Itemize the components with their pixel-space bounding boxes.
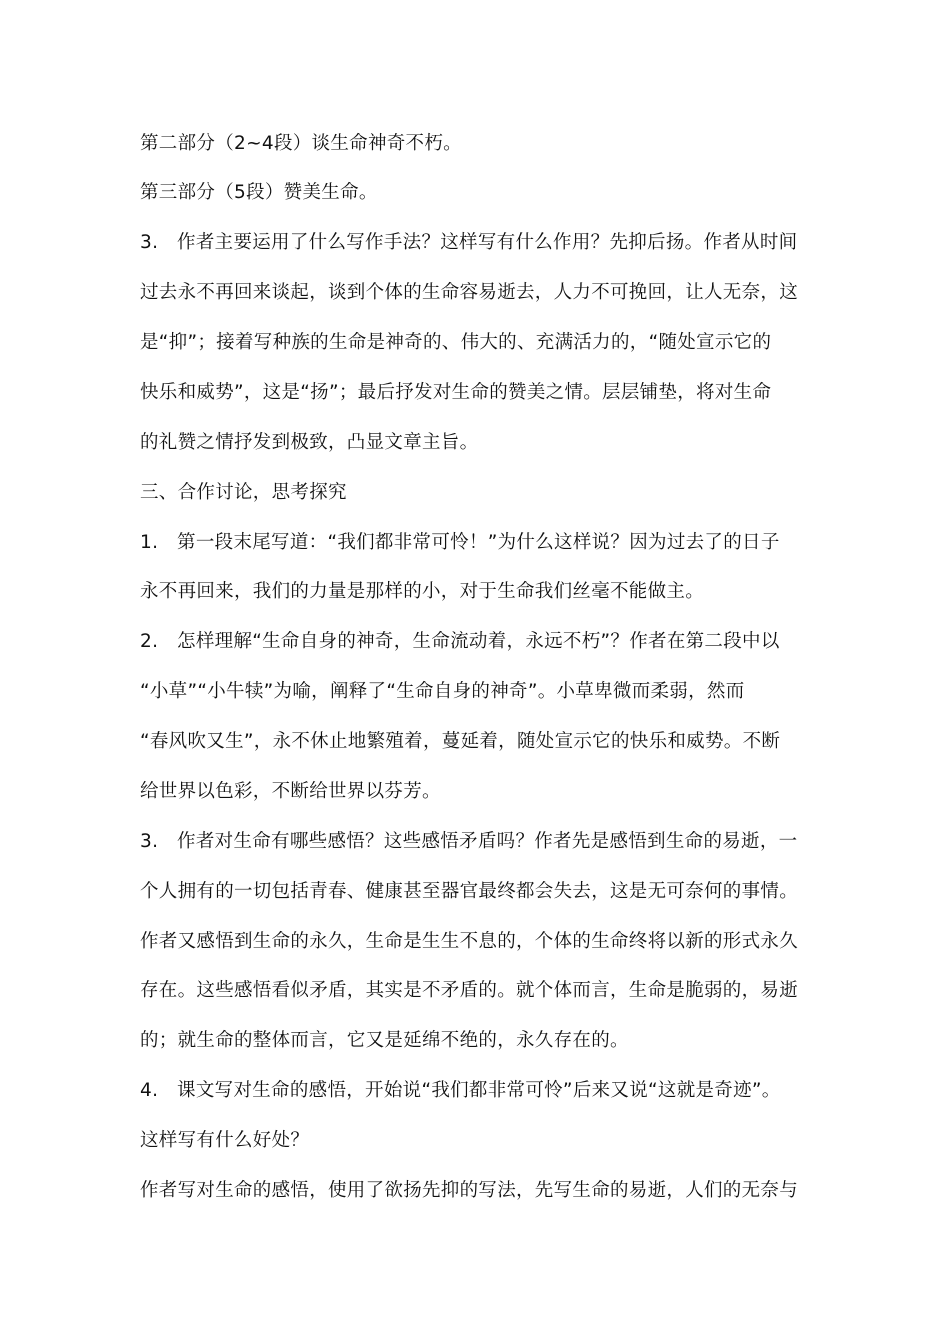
paragraph-line: “小草”“小牛犊”为喻，阐释了“生命自身的神奇”。小草卑微而柔弱，然而 [140, 681, 745, 702]
paragraph-line: 永不再回来，我们的力量是那样的小，对于生命我们丝毫不能做主。 [140, 581, 705, 602]
paragraph-line: 过去永不再回来谈起，谈到个体的生命容易逝去，人力不可挽回，让人无奈，这 [140, 282, 799, 303]
paragraph-line: 第三部分（5段）赞美生命。 [140, 182, 378, 203]
paragraph-line: 第二部分（2~4段）谈生命神奇不朽。 [140, 133, 462, 154]
paragraph-line: 3. 作者主要运用了什么写作手法？这样写有什么作用？先抑后扬。作者从时间 [140, 232, 798, 253]
paragraph-line: 的礼赞之情抒发到极致，凸显文章主旨。 [140, 432, 479, 453]
paragraph-line: 个人拥有的一切包括青春、健康甚至器官最终都会失去，这是无可奈何的事情。 [140, 881, 799, 902]
paragraph-line: “春风吹又生”，永不休止地繁殖着，蔓延着，随处宣示它的快乐和威势。不断 [140, 731, 781, 752]
paragraph-line: 的；就生命的整体而言，它又是延绵不绝的，永久存在的。 [140, 1030, 629, 1051]
paragraph-line: 这样写有什么好处？ [140, 1130, 310, 1151]
paragraph-line: 4. 课文写对生命的感悟，开始说“我们都非常可怜”后来又说“这就是奇迹”。 [140, 1080, 781, 1101]
paragraph-line: 快乐和威势”，这是“扬”；最后抒发对生命的赞美之情。层层铺垫，将对生命 [140, 382, 772, 403]
paragraph-line: 3. 作者对生命有哪些感悟？这些感悟矛盾吗？作者先是感悟到生命的易逝，一 [140, 831, 798, 852]
paragraph-line: 1. 第一段末尾写道：“我们都非常可怜！”为什么这样说？因为过去了的日子 [140, 532, 780, 553]
section-heading: 三、合作讨论，思考探究 [140, 482, 347, 503]
paragraph-line: 存在。这些感悟看似矛盾，其实是不矛盾的。就个体而言，生命是脆弱的，易逝 [140, 980, 799, 1001]
paragraph-line: 给世界以色彩，不断给世界以芬芳。 [140, 781, 441, 802]
paragraph-line: 2. 怎样理解“生命自身的神奇，生命流动着，永远不朽”？作者在第二段中以 [140, 631, 780, 652]
paragraph-line: 是“抑”；接着写种族的生命是神奇的、伟大的、充满活力的，“随处宣示它的 [140, 332, 772, 353]
paragraph-line: 作者又感悟到生命的永久，生命是生生不息的，个体的生命终将以新的形式永久 [140, 931, 799, 952]
paragraph-line: 作者写对生命的感悟，使用了欲扬先抑的写法，先写生命的易逝，人们的无奈与 [140, 1180, 799, 1201]
